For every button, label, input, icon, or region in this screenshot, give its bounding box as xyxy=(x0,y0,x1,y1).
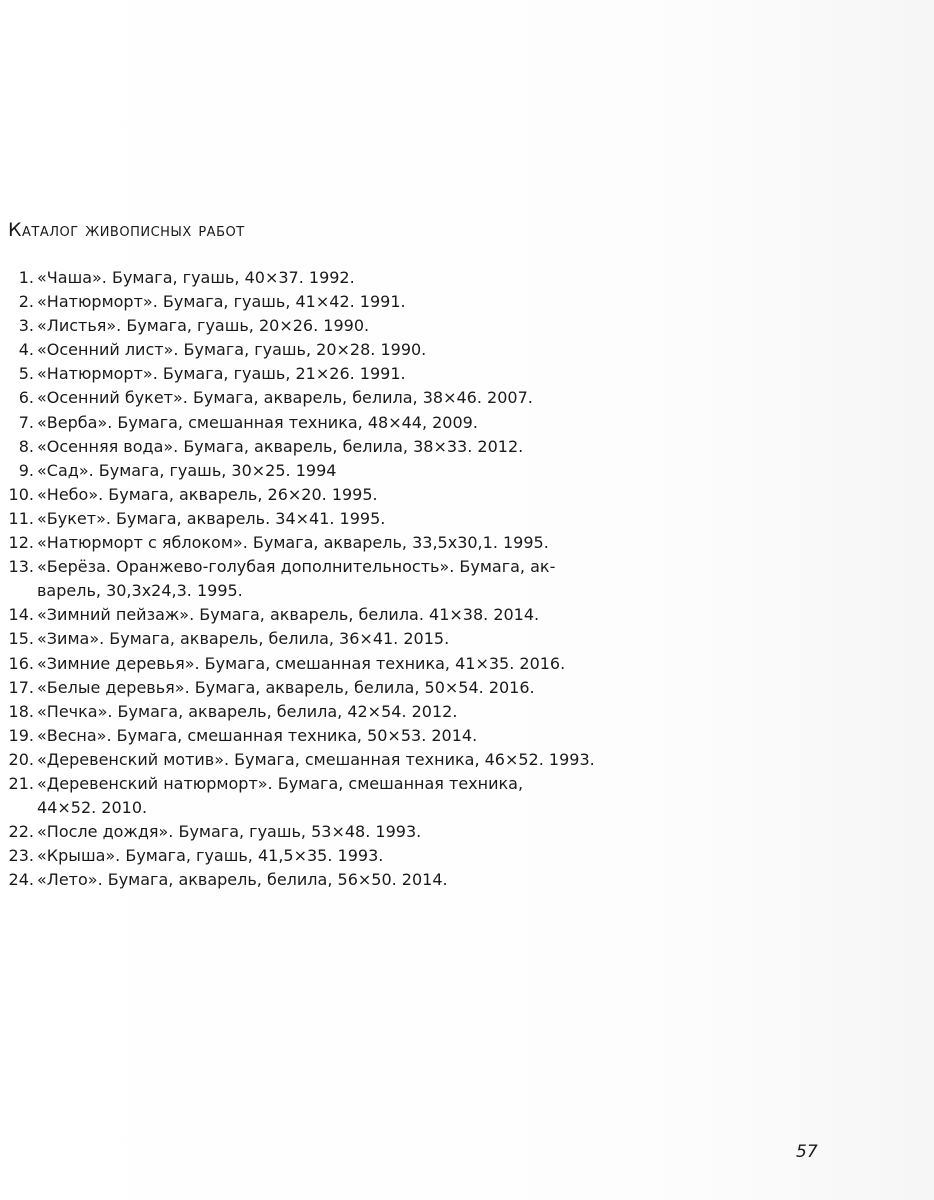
catalog-item-text xyxy=(37,603,539,627)
catalog-item-line: «Верба». Бумага, смешанная техника, 48×44, 2009. xyxy=(37,412,478,432)
catalog-item-line: «Букет». Бумага, акварель. 34×41. 1995. xyxy=(37,508,386,528)
catalog-item xyxy=(0,748,595,772)
catalog-item-number: 16. xyxy=(8,653,34,673)
catalog-item xyxy=(0,603,560,627)
catalog-item-line: «Зимний пейзаж». Бумага, акварель, белила. 41×38. 2014. xyxy=(37,605,540,625)
catalog-item-number: 3. xyxy=(18,316,34,336)
catalog-item-line: «Осенняя вода». Бумага, акварель, белила, 38×33. 2012. xyxy=(37,436,524,456)
catalog-item xyxy=(0,627,560,651)
catalog-item-text xyxy=(37,483,378,507)
catalog-item-text xyxy=(37,290,406,314)
page-number: 57 xyxy=(796,1142,818,1162)
catalog-item xyxy=(0,820,560,844)
catalog-item-text xyxy=(37,314,369,338)
catalog-item xyxy=(0,676,560,700)
catalog-item xyxy=(0,290,560,314)
catalog-item-number: 7. xyxy=(18,412,34,432)
catalog-item xyxy=(0,483,560,507)
catalog-item-text xyxy=(37,362,406,386)
catalog-item-number: 1. xyxy=(18,268,34,287)
catalog-item-line: «Весна». Бумага, смешанная техника, 50×53. 2014. xyxy=(37,725,478,745)
catalog-item-line: «Деревенский натюрморт». Бумага, смешанная техника, xyxy=(37,773,524,793)
catalog-item-text xyxy=(37,507,385,531)
catalog-item-line: «Натюрморт». Бумага, гуашь, 41×42. 1991. xyxy=(37,292,406,312)
catalog-item xyxy=(0,652,566,676)
catalog-item xyxy=(0,507,560,531)
catalog-item-number: 22. xyxy=(8,822,34,842)
catalog-item-number: 13. xyxy=(8,557,34,577)
catalog-item xyxy=(0,555,560,603)
catalog-item-text xyxy=(37,266,355,290)
catalog-item-text xyxy=(37,627,449,651)
catalog-item-line: «Деревенский мотив». Бумага, смешанная техника, 46×52. 1993. xyxy=(37,749,595,769)
catalog-item-text xyxy=(37,676,535,700)
catalog-item-text xyxy=(37,652,565,676)
catalog-item-text xyxy=(37,868,448,892)
catalog-item-line: «Натюрморт». Бумага, гуашь, 21×26. 1991. xyxy=(37,364,406,384)
catalog-item-line: «Лето». Бумага, акварель, белила, 56×50. 2014. xyxy=(37,870,448,890)
catalog-item-line: «Чаша». Бумага, гуашь, 40×37. 1992. xyxy=(37,268,355,287)
catalog-item-number: 2. xyxy=(18,292,34,312)
catalog-item-number: 21. xyxy=(8,773,34,793)
catalog-item-line: «Осенний букет». Бумага, акварель, белила, 38×46. 2007. xyxy=(37,388,533,408)
catalog-item-line: «Белые деревья». Бумага, акварель, белила, 50×54. 2016. xyxy=(37,677,535,697)
catalog-item-number: 19. xyxy=(8,725,34,745)
catalog-item-text xyxy=(37,338,426,362)
catalog-item-line: 44×52. 2010. xyxy=(37,798,148,818)
catalog-item xyxy=(0,700,560,724)
catalog-item-text xyxy=(37,435,523,459)
catalog-item-number: 14. xyxy=(8,605,34,625)
catalog-item-text xyxy=(37,748,595,772)
catalog-list xyxy=(0,266,595,892)
catalog-item-line: «Натюрморт с яблоком». Бумага, акварель, 33,5х30,1. 1995. xyxy=(37,533,549,553)
catalog-item-number: 15. xyxy=(8,629,34,649)
catalog-item xyxy=(0,531,560,555)
catalog-item-text xyxy=(37,820,421,844)
catalog-item-text xyxy=(37,386,533,410)
catalog-item-number: 10. xyxy=(8,484,34,504)
catalog-item-line: «Зима». Бумага, акварель, белила, 36×41. 2015. xyxy=(37,629,450,649)
catalog-item-line: «После дождя». Бумага, гуашь, 53×48. 1993. xyxy=(37,822,422,842)
catalog-item-text xyxy=(37,700,457,724)
catalog-item xyxy=(0,772,560,820)
catalog-item-number: 24. xyxy=(8,870,34,890)
catalog-item xyxy=(0,844,560,868)
catalog-item xyxy=(0,386,560,410)
catalog-item-line: «Берёза. Оранжево-голубая дополнительность». Бумага, ак- xyxy=(37,557,556,577)
catalog-item-text xyxy=(37,555,555,603)
catalog-item-number: 18. xyxy=(8,701,34,721)
catalog-item-line: «Сад». Бумага, гуашь, 30×25. 1994 xyxy=(37,460,337,480)
catalog-item xyxy=(0,724,560,748)
catalog-item-line: «Листья». Бумага, гуашь, 20×26. 1990. xyxy=(37,316,370,336)
catalog-item-text xyxy=(37,459,336,483)
catalog-item xyxy=(0,266,560,290)
catalog-item-text xyxy=(37,411,478,435)
catalog-item-line: «Печка». Бумага, акварель, белила, 42×54. 2012. xyxy=(37,701,458,721)
catalog-item-number: 4. xyxy=(18,340,34,360)
catalog-item xyxy=(0,362,560,386)
catalog-item-number: 20. xyxy=(8,749,34,769)
catalog-item xyxy=(0,411,560,435)
catalog-item-number: 11. xyxy=(8,508,34,528)
catalog-item-number: 9. xyxy=(18,460,34,480)
catalog-item-number: 12. xyxy=(8,533,34,553)
catalog-item xyxy=(0,868,560,892)
catalog-item-number: 23. xyxy=(8,846,34,866)
catalog-item-text xyxy=(37,844,383,868)
catalog-item-number: 8. xyxy=(18,436,34,456)
catalog-item-line: «Зимние деревья». Бумага, смешанная техника, 41×35. 2016. xyxy=(37,653,566,673)
catalog-item-text xyxy=(37,724,477,748)
catalog-item xyxy=(0,459,560,483)
catalog-item-number: 17. xyxy=(8,677,34,697)
catalog-item-line: «Крыша». Бумага, гуашь, 41,5×35. 1993. xyxy=(37,846,384,866)
catalog-item xyxy=(0,435,560,459)
catalog-item xyxy=(0,338,560,362)
catalog-item-number: 6. xyxy=(18,388,34,408)
catalog-item-line: варель, 30,3х24,3. 1995. xyxy=(37,581,243,601)
catalog-item-line: «Небо». Бумага, акварель, 26×20. 1995. xyxy=(37,484,378,504)
catalog-item-number: 5. xyxy=(18,364,34,384)
catalog-item-text xyxy=(37,772,523,820)
catalog-item-line: «Осенний лист». Бумага, гуашь, 20×28. 1990. xyxy=(37,340,427,360)
page-title: Каталог живописных работ xyxy=(8,219,245,241)
catalog-item xyxy=(0,314,560,338)
catalog-item-text xyxy=(37,531,549,555)
